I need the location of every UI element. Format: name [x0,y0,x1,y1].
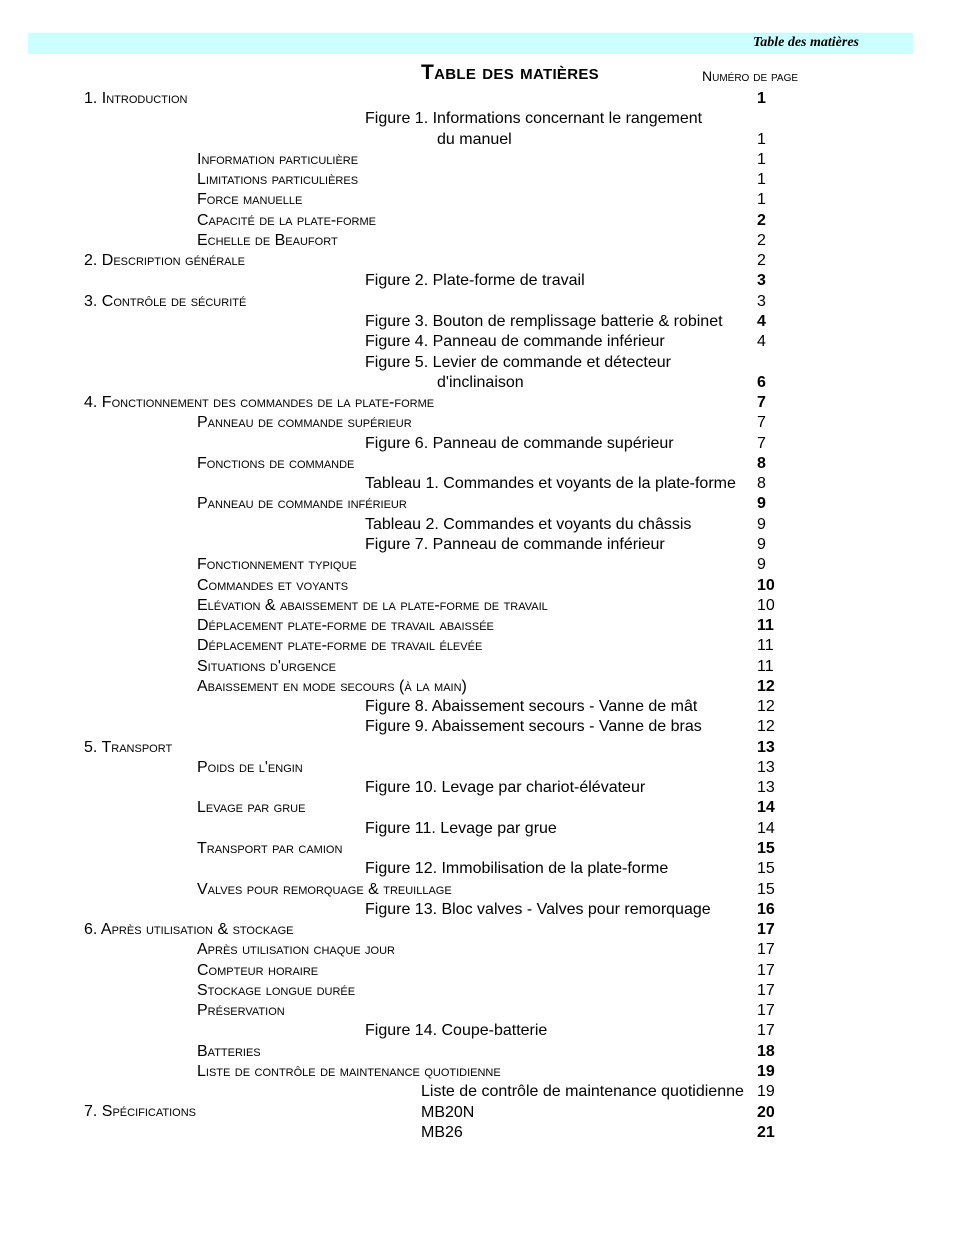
toc-entry-page: 9 [757,515,766,533]
toc-entry[interactable] [0,1021,954,1041]
toc-entry-page: 1 [757,150,766,168]
toc-entry-page: 13 [757,738,775,756]
toc-entry-text: 7. Spécifications [84,1103,196,1120]
toc-entry-text: Transport par camion [197,840,343,857]
toc-entry-text: 6. Après utilisation & stockage [84,921,294,939]
toc-entry[interactable] [0,758,954,778]
toc-entry-text: Stockage longue durée [197,981,356,999]
toc-entry[interactable] [0,839,954,859]
toc-entry-text: Poids de l'engin [197,758,303,776]
toc-entry[interactable] [0,738,954,758]
toc-entry-page: 14 [757,799,775,817]
toc-entry[interactable] [0,1082,954,1102]
toc-entry[interactable] [0,332,954,352]
toc-entry[interactable] [0,1001,954,1021]
toc-entry-page: 12 [757,677,775,695]
toc-entry-text: Après utilisation chaque jour [197,941,395,959]
toc-entry-text: Liste de contrôle de maintenance quotidienne [421,1083,744,1101]
toc-entry-text: Compteur horaire [197,961,319,979]
running-header [28,33,913,54]
toc-entry-page: 12 [757,698,775,716]
toc-entry-text: Tableau 1. Commandes et voyants de la plate-forme [365,475,736,493]
toc-entry[interactable] [0,798,954,818]
toc-entry-text: 2. Description générale [84,252,245,270]
toc-entry-text: Panneau de commande supérieur [197,414,412,432]
toc-entry-page: 3 [757,292,766,310]
toc-entry[interactable] [0,434,954,454]
toc-entry-page: 17 [757,981,775,999]
toc-entry[interactable] [0,393,954,413]
toc-entry-text: Figure 1. Informations concernant le rangement [365,110,703,128]
toc-entry-text: Préservation [197,1002,285,1020]
toc-entry-text: Figure 12. Immobilisation de la plate-forme [365,860,669,878]
toc-entry[interactable] [0,413,954,433]
toc-entry[interactable] [0,657,954,677]
toc-entry[interactable] [0,353,954,373]
toc-entry-page: 17 [757,921,775,939]
toc-entry[interactable] [0,677,954,697]
toc-entry[interactable] [0,778,954,798]
toc-entry-text: Figure 6. Panneau de commande supérieur [365,434,674,452]
toc-entry[interactable] [0,717,954,737]
toc-entry-page: 8 [757,454,766,472]
toc-entry-page: 7 [757,414,766,432]
toc-entry[interactable] [0,1062,954,1082]
toc-entry-text: Fonctions de commande [197,454,355,472]
toc-entry-page: 4 [757,333,766,351]
toc-entry[interactable] [0,211,954,231]
toc-entry[interactable] [0,494,954,514]
toc-entry[interactable] [0,271,954,291]
toc-entry-text: Echelle de Beaufort [197,231,338,249]
toc-entry-page: 9 [757,495,766,513]
toc-entry-text: Figure 11. Levage par grue [365,819,557,837]
toc-entry-page: 1 [757,90,766,107]
toc-entry[interactable] [0,961,954,981]
toc-entry-specifications[interactable] [0,1102,954,1122]
toc-entry-text: d'inclinaison [437,373,524,391]
toc-entry-page: 10 [757,596,775,614]
toc-entry-text: Commandes et voyants [197,576,349,594]
toc-entry[interactable] [0,596,954,616]
toc-entry-text: Figure 14. Coupe-batterie [365,1022,548,1040]
toc-entry[interactable] [0,900,954,920]
toc-entry[interactable] [0,819,954,839]
toc-entry-page: 4 [757,313,766,330]
toc-entry-page: 9 [757,535,766,553]
toc-entry-page: 12 [757,718,775,736]
toc-entry-text: Valves pour remorquage & treuillage [197,880,452,898]
toc-entry[interactable] [0,981,954,1001]
toc-entry-text: Fonctionnement typique [197,556,357,574]
toc-entry-text: Panneau de commande inférieur [197,495,407,513]
toc-entry-page: 2 [757,252,766,270]
toc-entry-text: MB20N [421,1103,475,1121]
toc-entry-text: Force manuelle [197,191,303,209]
toc-entry[interactable] [0,373,954,393]
toc-entry-text: Liste de contrôle de maintenance quotidienne [197,1063,501,1080]
toc-entry-page: 11 [757,637,774,655]
toc-entry[interactable] [0,515,954,535]
toc-entry-page: 17 [757,1002,775,1020]
toc-entry-text: MB26 [421,1123,463,1141]
toc-entry-text: 1. Introduction [84,90,188,107]
toc-entry-text: Tableau 2. Commandes et voyants du châssis [365,515,692,533]
page-column-heading: Numéro de page [702,68,799,84]
toc-entry-page: 1 [757,191,766,209]
toc-entry[interactable] [0,535,954,555]
toc-entry[interactable] [0,170,954,190]
toc-entry[interactable] [0,251,954,271]
toc-entry-page: 6 [757,373,766,391]
toc-entry-text: Figure 4. Panneau de commande inférieur [365,333,665,351]
toc-entry[interactable] [0,1042,954,1062]
toc-entry[interactable] [0,616,954,636]
toc-entry-page: 10 [757,576,775,594]
toc-entry-page: 11 [757,657,774,675]
running-title: Table des matières [752,35,859,50]
toc-entry-text: Capacité de la plate-forme [197,211,376,229]
toc-entry-text: du manuel [437,130,512,148]
toc-entry[interactable] [0,130,954,150]
toc-entry-text: Figure 10. Levage par chariot-élévateur [365,779,646,797]
toc-entry-text: Information particulière [197,150,359,168]
toc-entry-text: Figure 3. Bouton de remplissage batterie & robinet [365,313,723,330]
toc-entry[interactable] [0,150,954,170]
toc-entry-text: Déplacement plate-forme de travail élevée [197,637,483,655]
toc-entry-page: 8 [757,475,766,493]
toc-entry[interactable] [0,474,954,494]
toc-entry-text: Batteries [197,1042,261,1060]
toc-entry[interactable] [0,454,954,474]
toc-entry-page: 15 [757,840,775,857]
toc-entry[interactable] [0,636,954,656]
toc-entry-page: 1 [757,171,766,189]
toc-entry-text: Levage par grue [197,799,306,817]
toc-entry-page: 17 [757,1022,775,1040]
toc-entry-page: 2 [757,231,766,249]
toc-title: Table des matières [421,61,599,84]
toc-entry-page: 13 [757,758,775,776]
toc-entry-text: Figure 7. Panneau de commande inférieur [365,535,665,553]
toc-entry-page: 15 [757,860,775,878]
toc-entry[interactable] [0,920,954,940]
toc-entry-text: Figure 9. Abaissement secours - Vanne de bras [365,718,702,736]
toc-entry-text: Figure 2. Plate-forme de travail [365,272,585,290]
toc-entry-text: Déplacement plate-forme de travail abaissée [197,617,494,634]
toc-entry[interactable] [0,859,954,879]
toc-entry[interactable] [0,940,954,960]
toc-entry-page: 18 [757,1042,775,1060]
toc-entry[interactable] [0,292,954,312]
toc-entry-text: Figure 13. Bloc valves - Valves pour remorquage [365,900,711,918]
toc-entry-page: 1 [757,130,766,148]
toc-entry[interactable] [0,312,954,332]
toc-entry-page: 11 [757,617,774,634]
toc-entry-page: 7 [757,434,766,452]
toc-entry-page: 7 [757,394,766,412]
toc-entry[interactable] [0,555,954,575]
toc-entry-page: 17 [757,941,775,959]
toc-entry-text: Situations d'urgence [197,657,336,675]
toc-entry-page: 2 [757,211,766,229]
toc-entry-page: 15 [757,880,775,898]
toc-entry[interactable] [0,190,954,210]
toc-entry-text: Figure 5. Levier de commande et détecteur [365,353,671,371]
toc-entry-page: 16 [757,900,775,918]
toc-entry[interactable] [0,576,954,596]
toc-entry-text: Limitations particulières [197,171,359,189]
toc-entry-text: Figure 8. Abaissement secours - Vanne de mât [365,698,698,716]
toc-entry-page: 9 [757,556,766,574]
toc-entry[interactable] [0,697,954,717]
toc-entry-text: 4. Fonctionnement des commandes de la plate-forme [84,394,435,412]
toc-entry[interactable] [0,1123,954,1143]
toc-entry-page: 14 [757,819,775,837]
toc-entry-text: Abaissement en mode secours (à la main) [197,677,467,695]
toc-entry[interactable] [0,109,954,129]
toc-entry-page: 17 [757,961,775,979]
toc-entry[interactable] [0,89,954,109]
toc-entry-text: 5. Transport [84,738,173,756]
toc-entry-text: 3. Contrôle de sécurité [84,292,247,310]
toc-entry-page: 3 [757,272,766,290]
toc-entry-page: 19 [757,1063,775,1080]
toc-entry-page: 13 [757,779,775,797]
toc-entry-page: 19 [757,1083,775,1101]
toc-entry[interactable] [0,880,954,900]
toc-entry[interactable] [0,231,954,251]
toc-entry-text: Elévation & abaissement de la plate-forme de travail [197,596,548,614]
toc-entry-page: 21 [757,1123,775,1141]
toc-entry-page: 20 [757,1103,775,1121]
